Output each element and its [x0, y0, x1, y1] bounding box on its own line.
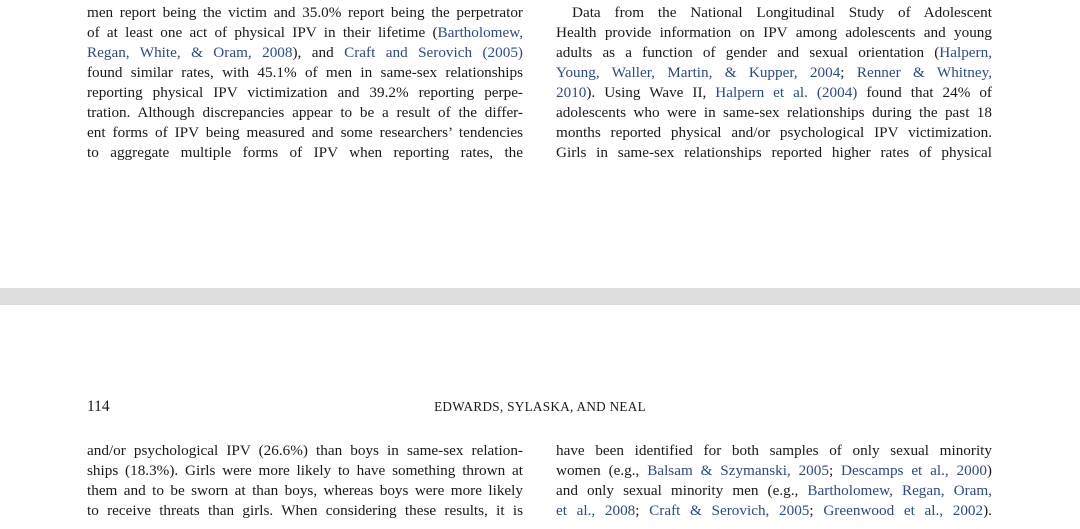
- text-line: [556, 43, 992, 63]
- text-line: [556, 23, 992, 43]
- text-line: [572, 3, 992, 23]
- text-line: [556, 123, 992, 143]
- citation-link[interactable]: Bartholomew, Regan, Oram,: [807, 482, 992, 499]
- text-span: ent forms of IPV being measured and some researchers’ tendencies: [87, 124, 523, 141]
- page-bottom: [0, 305, 1080, 529]
- citation-link[interactable]: et al., 2008: [556, 502, 636, 519]
- text-span: and/or psychological IPV (26.6%) than boys in same-sex relation-: [87, 442, 523, 459]
- text-line: [87, 3, 523, 23]
- text-line: [556, 501, 992, 521]
- text-line: [87, 123, 523, 143]
- text-line: [556, 461, 992, 481]
- page-number: 114: [87, 398, 110, 415]
- text-span: Health provide information on IPV among adolescents and young: [556, 24, 992, 41]
- citation-link[interactable]: Regan, White, & Oram, 2008: [87, 44, 293, 61]
- text-line: [556, 83, 992, 103]
- text-span: to aggregate multiple forms of IPV when reporting rates, the: [87, 144, 523, 161]
- running-head: EDWARDS, SYLASKA, AND NEAL: [434, 399, 646, 414]
- text-span: ). Using Wave II,: [586, 84, 716, 101]
- citation-link[interactable]: Craft & Serovich, 2005: [649, 502, 810, 519]
- text-span: reporting physical IPV victimization and 39.2% reporting perpe-: [87, 84, 523, 101]
- text-line: [87, 481, 523, 501]
- text-line: [87, 83, 523, 103]
- text-span: ships (18.3%). Girls were more likely to have something thrown at: [87, 462, 523, 479]
- citation-link[interactable]: Balsam & Szymanski, 2005: [647, 462, 829, 479]
- text-line: [556, 441, 992, 461]
- text-span: ;: [809, 502, 824, 519]
- page-separator: [0, 288, 1080, 305]
- citation-link[interactable]: Bartholomew,: [437, 24, 523, 41]
- text-span: Data from the National Longitudinal Study of Adolescent: [572, 4, 992, 21]
- citation-link[interactable]: Renner & Whitney,: [856, 64, 992, 81]
- text-span: months reported physical and/or psychological IPV victimization.: [556, 124, 992, 141]
- text-span: adolescents who were in same-sex relationships during the past 18: [556, 104, 992, 121]
- citation-link[interactable]: Greenwood et al., 2002: [823, 502, 984, 519]
- text-line: [556, 143, 992, 163]
- text-span: women (e.g.,: [556, 462, 648, 479]
- text-span: them and to be sworn at than boys, whereas boys were more likely: [87, 482, 523, 499]
- text-line: [87, 103, 523, 123]
- text-line: [556, 63, 992, 83]
- text-line: [87, 43, 523, 63]
- citation-link[interactable]: Halpern et al. (2004): [715, 84, 858, 101]
- text-span: to receive threats than girls. When considering these results, it is: [87, 502, 523, 519]
- text-span: ): [986, 462, 992, 479]
- text-span: and only sexual minority men (e.g.,: [556, 482, 808, 499]
- citation-link[interactable]: Young, Waller, Martin, & Kupper, 2004: [556, 64, 841, 81]
- citation-link[interactable]: Craft and Serovich (2005): [344, 44, 523, 61]
- text-line: [87, 143, 523, 163]
- text-line: [556, 103, 992, 123]
- text-line: [87, 501, 523, 521]
- text-span: ;: [840, 64, 857, 81]
- text-span: found that 24% of: [857, 84, 992, 101]
- text-span: Girls in same-sex relationships reported higher rates of physical: [556, 144, 992, 161]
- text-span: ).: [983, 502, 992, 519]
- text-span: ;: [635, 502, 650, 519]
- citation-link[interactable]: Descamps et al., 2000: [841, 462, 987, 479]
- text-span: tration. Although discrepancies appear to be a result of the differ-: [87, 104, 523, 121]
- text-line: [556, 481, 992, 501]
- text-span: found similar rates, with 45.1% of men in same-sex relationships: [87, 64, 523, 81]
- text-span: ), and: [292, 44, 345, 61]
- text-span: adults as a function of gender and sexual orientation (: [556, 44, 940, 61]
- text-span: have been identified for both samples of only sexual minority: [556, 442, 992, 459]
- text-span: ;: [828, 462, 842, 479]
- text-line: [87, 461, 523, 481]
- text-span: of at least one act of physical IPV in their lifetime (: [87, 24, 438, 41]
- citation-link[interactable]: Halpern,: [939, 44, 992, 61]
- text-line: [87, 63, 523, 83]
- text-span: men report being the victim and 35.0% report being the perpetrator: [87, 4, 523, 21]
- citation-link[interactable]: 2010: [556, 84, 587, 101]
- text-line: [87, 441, 523, 461]
- text-line: [87, 23, 523, 43]
